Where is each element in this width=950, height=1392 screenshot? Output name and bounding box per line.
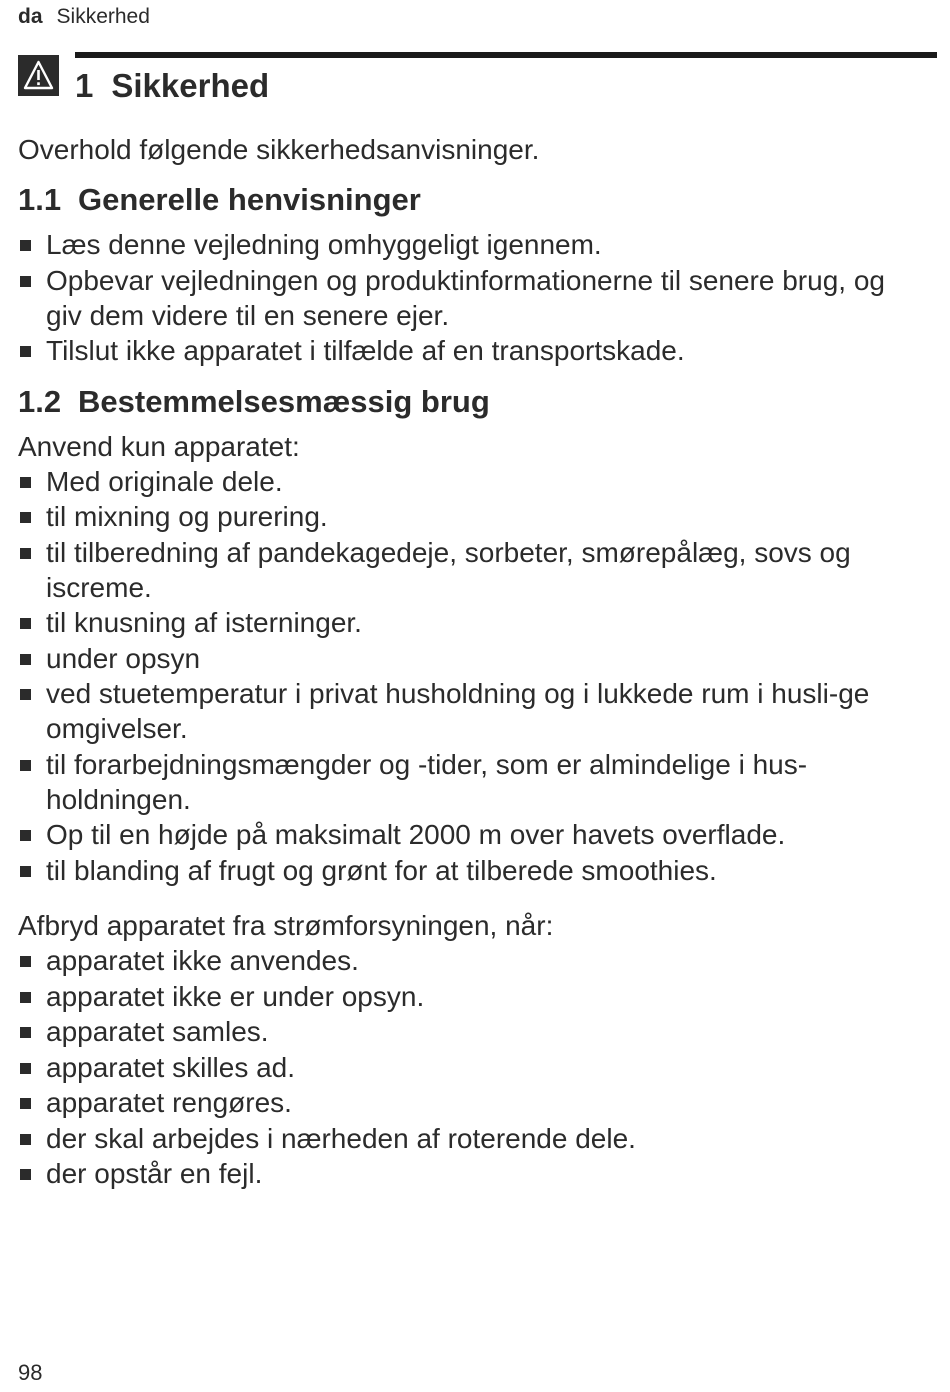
bullet-icon — [20, 512, 31, 523]
list-item: apparatet rengøres. — [18, 1085, 923, 1120]
bullet-icon — [20, 1134, 31, 1145]
list-item: til forarbejdningsmængder og -tider, som er almindelige i hus-holdningen. — [18, 747, 923, 817]
intended-use-lead: Anvend kun apparatet: — [18, 430, 300, 462]
list-item: Med originale dele. — [18, 464, 923, 499]
section-heading-general — [18, 181, 923, 219]
bullet-icon — [20, 618, 31, 629]
section-number: 1.1 — [18, 182, 62, 217]
section-title: Bestemmelsesmæssig brug — [78, 383, 490, 419]
bullet-icon — [20, 866, 31, 877]
bullet-icon — [20, 830, 31, 841]
main-content — [18, 132, 923, 1192]
list-item: apparatet samles. — [18, 1014, 923, 1049]
list-item: Læs denne vejledning omhyggeligt igennem. — [18, 227, 923, 262]
section-title: Generelle henvisninger — [78, 182, 421, 217]
section-number: 1.2 — [18, 383, 62, 419]
list-item: Tilslut ikke apparatet i tilfælde af en transportskade. — [18, 333, 923, 368]
list-item: til mixning og purering. — [18, 499, 923, 534]
warning-triangle-icon — [18, 55, 59, 96]
list-item: apparatet ikke anvendes. — [18, 943, 923, 978]
list-item: til blanding af frugt og grønt for at tilberede smoothies. — [18, 853, 923, 888]
list-item: ved stuetemperatur i privat husholdning og i lukkede rum i husli-ge omgivelser. — [18, 676, 923, 746]
disconnect-list — [18, 943, 923, 1191]
chapter-number: 1 — [75, 67, 94, 104]
section-heading-intended-use — [18, 383, 923, 421]
bullet-icon — [20, 240, 31, 251]
chapter-title-text: Sikkerhed — [111, 67, 270, 104]
list-item: under opsyn — [18, 641, 923, 676]
bullet-icon — [20, 654, 31, 665]
language-code: da — [18, 5, 43, 28]
list-item: Op til en højde på maksimalt 2000 m over havets overflade. — [18, 817, 923, 852]
bullet-icon — [20, 689, 31, 700]
bullet-icon — [20, 276, 31, 287]
general-notes-list — [18, 227, 923, 368]
bullet-icon — [20, 760, 31, 771]
list-item: Opbevar vejledningen og produktinformationerne til senere brug, og giv dem videre til en senere ejer. — [18, 263, 923, 333]
list-item: der opstår en fejl. — [18, 1156, 923, 1191]
bullet-icon — [20, 346, 31, 357]
bullet-icon — [20, 956, 31, 967]
header-section-title: Sikkerhed — [56, 5, 150, 28]
chapter-title — [75, 66, 269, 106]
list-item: til knusning af isterninger. — [18, 605, 923, 640]
bullet-icon — [20, 1063, 31, 1074]
page-header — [18, 4, 150, 30]
bullet-icon — [20, 1027, 31, 1038]
bullet-icon — [20, 992, 31, 1003]
bullet-icon — [20, 1098, 31, 1109]
disconnect-lead: Afbryd apparatet fra strømforsyningen, når: — [18, 910, 554, 941]
page-number: 98 — [18, 1360, 43, 1385]
bullet-icon — [20, 477, 31, 488]
bullet-icon — [20, 1169, 31, 1180]
list-item: der skal arbejdes i nærheden af roterende dele. — [18, 1121, 923, 1156]
list-item: til tilberedning af pandekagedeje, sorbeter, smørepålæg, sovs og iscreme. — [18, 535, 923, 605]
list-item: apparatet ikke er under opsyn. — [18, 979, 923, 1014]
intended-use-list — [18, 464, 923, 888]
intro-text: Overhold følgende sikkerhedsanvisninger. — [18, 134, 540, 165]
header-rule — [75, 52, 937, 58]
list-item: apparatet skilles ad. — [18, 1050, 923, 1085]
bullet-icon — [20, 548, 31, 559]
